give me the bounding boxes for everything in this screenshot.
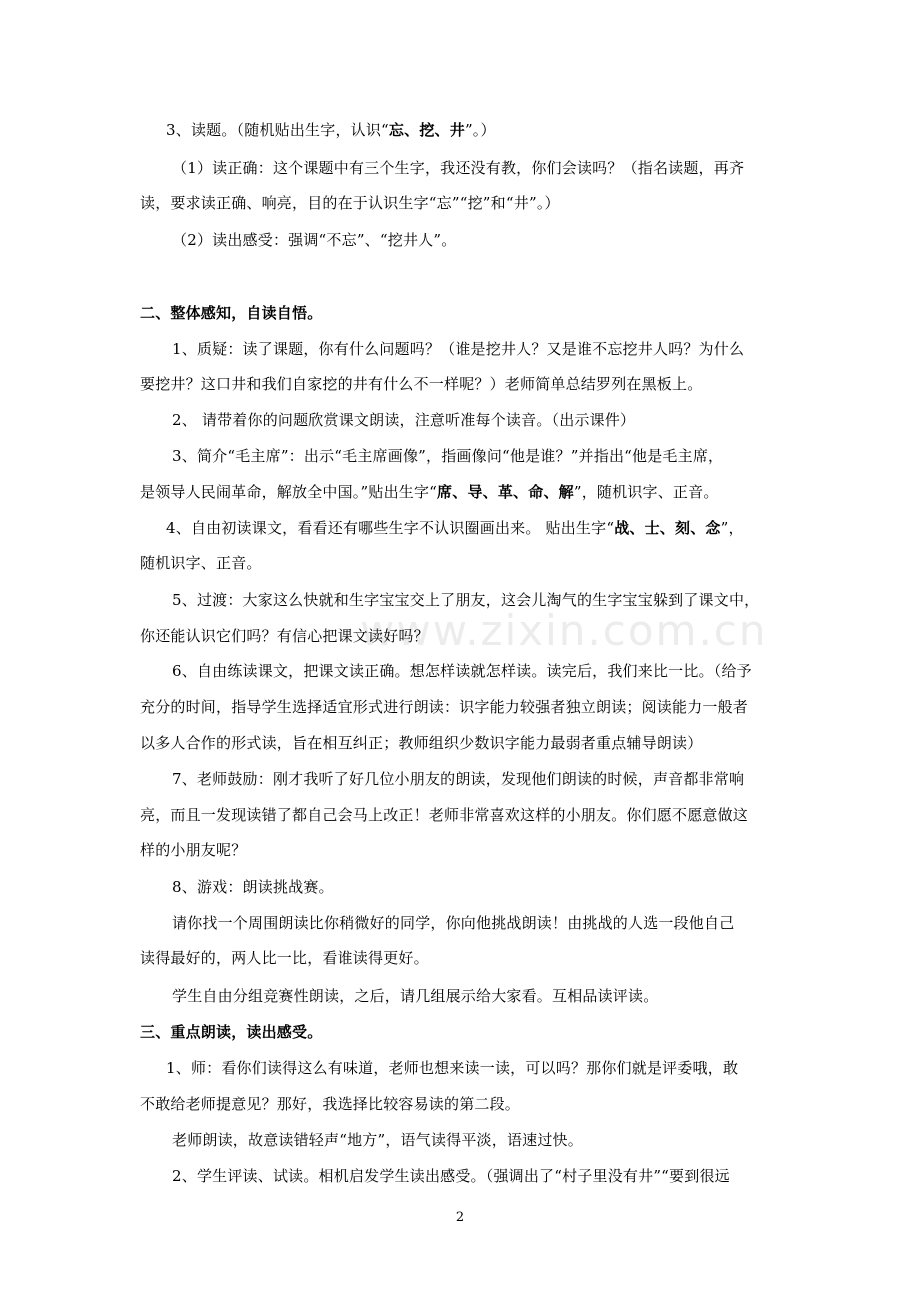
paragraph-line: 1、师：看你们读得这么有味道，老师也想来读一读，可以吗？那你们就是评委哦，敢 [166, 1059, 739, 1077]
page-number: 2 [455, 1210, 465, 1225]
paragraph-line: 充分的时间，指导学生选择适宜形式进行朗读：识字能力较强者独立朗读；阅读能力一般者 [140, 698, 749, 716]
paragraph-line [140, 482, 719, 502]
paragraph-line: 6、自由练读课文，把课文读正确。想怎样读就怎样读。读完后，我们来比一比。（给予 [172, 662, 752, 680]
text-segment: ”。） [464, 121, 496, 139]
bold-characters: 席、导、革、命、解 [437, 483, 574, 501]
paragraph-line: 3、简介“毛主席”：出示“毛主席画像”，指画像问“他是谁？”并指出“他是毛主席， [172, 447, 724, 465]
bold-characters: 忘、挖、井 [388, 121, 465, 139]
text-segment: ”， [720, 519, 744, 537]
paragraph-line: 1、质疑：读了课题，你有什么问题吗？（谁是挖井人？又是谁不忘挖井人吗？为什么 [172, 340, 745, 358]
paragraph-line: 2、学生评读、试读。相机启发学生读出感受。（强调出了“村子里没有井”“要到很远 [172, 1167, 730, 1185]
paragraph-line: 你还能认识它们吗？有信心把课文读好吗？ [140, 627, 429, 645]
paragraph-line: （1）读正确：这个课题中有三个生字，我还没有教，你们会读吗？（指名读题，再齐 [172, 159, 745, 177]
section-heading-3: 三、重点朗读，读出感受。 [140, 1023, 323, 1041]
paragraph-line: 5、过渡：大家这么快就和生字宝宝交上了朋友，这会儿淘气的生字宝宝躲到了课文中， [172, 591, 760, 609]
paragraph-line: 样的小朋友呢？ [140, 841, 247, 859]
paragraph-line: 请你找一个周围朗读比你稍微好的同学，你向他挑战朗读！由挑战的人选一段他自己 [172, 914, 735, 932]
text-segment: ”，随机识字、正音。 [573, 483, 719, 501]
paragraph-line: （2）读出感受：强调“不忘”、“挖井人”。 [172, 231, 457, 249]
text-segment: 是领导人民闹革命，解放全中国。”贴出生字“ [140, 483, 438, 501]
paragraph-line: 读得最好的，两人比一比，看谁读得更好。 [140, 949, 429, 967]
section-heading-2: 二、整体感知，自读自悟。 [140, 304, 323, 322]
watermark: www.zixin.com.cn [360, 606, 768, 655]
paragraph-line: 7、老师鼓励：刚才我听了好几位小朋友的朗读，发现他们朗读的时候，声音都非常响 [172, 770, 745, 788]
bold-characters: 战、士、刻、念 [614, 519, 721, 537]
paragraph-line [166, 518, 744, 538]
paragraph-line: 不敢给老师提意见？那好，我选择比较容易读的第二段。 [140, 1095, 521, 1113]
paragraph-line: 以多人合作的形式读，旨在相互纠正；教师组织少数识字能力最弱者重点辅导朗读） [140, 734, 703, 752]
step-3-read-title [166, 120, 496, 140]
paragraph-line: 亮，而且一发现读错了都自己会马上改正！老师非常喜欢这样的小朋友。你们愿不愿意做这 [140, 806, 749, 824]
text-segment: 3、读题。（随机贴出生字，认识“ [166, 121, 389, 139]
text-segment: 4、自由初读课文，看看还有哪些生字不认识圈画出来。 贴出生字“ [166, 519, 615, 537]
paragraph-line: 学生自由分组竞赛性朗读，之后，请几组展示给大家看。互相品读评读。 [172, 987, 659, 1005]
paragraph-line: 老师朗读，故意读错轻声“地方”，语气读得平淡，语速过快。 [172, 1131, 583, 1149]
paragraph-line: 要挖井？这口井和我们自家挖的井有什么不一样呢？）老师简单总结罗列在黑板上。 [140, 375, 703, 393]
paragraph-line: 8、游戏：朗读挑战赛。 [172, 878, 334, 896]
paragraph-line: 随机识字、正音。 [140, 554, 262, 572]
paragraph-line: 读，要求读正确、响亮，目的在于认识生字“忘”“挖”和“井”。） [140, 194, 560, 212]
paragraph-line: 2、 请带着你的问题欣赏课文朗读，注意听准每个读音。（出示课件） [172, 411, 636, 429]
